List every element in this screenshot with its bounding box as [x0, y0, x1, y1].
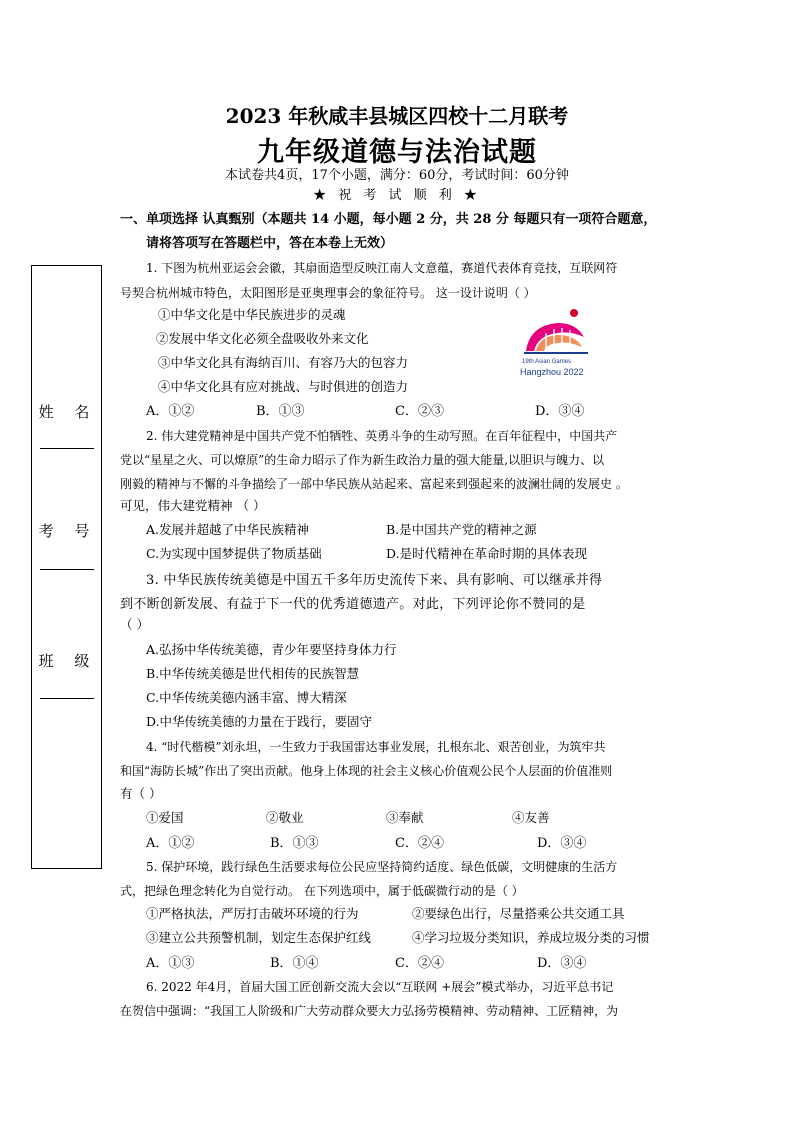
q2-line3: 刚毅的精神与不懈的斗争描绘了一部中华民族从站起来、富起来到强起来的波澜壮阔的发展史 。 [120, 477, 628, 491]
q4-answer-b[interactable]: B．①③ [270, 836, 319, 851]
q4-option-3: ③奉献 [386, 810, 424, 825]
name-label: 姓 名 [38, 403, 98, 421]
q1-option-1: ①中华文化是中华民族进步的灵魂 [158, 307, 346, 322]
q1-answer-c[interactable]: C．②③ [395, 404, 444, 419]
q4-answer-d[interactable]: D．③④ [537, 836, 587, 851]
logo-text-line1: 19th Asian Games [522, 359, 572, 365]
q5-option-4: ④学习垃圾分类知识，养成垃圾分类的习惯 [412, 930, 650, 945]
q2-line4: 可见，伟大建党精神 （ ） [120, 498, 266, 513]
q1-line2: 号契合杭州城市特色，太阳图形是亚奥理事会的象征符号。 这一设计说明（ ） [120, 286, 536, 300]
q5-answer-a[interactable]: A．①③ [146, 956, 195, 971]
q4-option-2: ②敬业 [266, 810, 304, 825]
q5-line1: 5. 保护环境，践行绿色生活要求每位公民应坚持简约适度、绿色低碳，文明健康的生活方 [146, 860, 618, 874]
q6-line2: 在贺信中强调：“我国工人阶级和广大劳动群众要大力弘扬劳模精神、劳动精神、工匠精神，为 [120, 1004, 619, 1018]
q5-answer-b[interactable]: B．①④ [270, 956, 319, 971]
q4-option-4: ④友善 [512, 810, 550, 825]
q3-answer-d[interactable]: D.中华传统美德的力量在于践行，要固守 [146, 714, 373, 729]
q3-answer-c[interactable]: C.中华传统美德内涵丰富、博大精深 [146, 690, 347, 705]
exam-subtitle: 九年级道德与法治试题 [257, 137, 537, 168]
q1-answer-d[interactable]: D．③④ [535, 404, 585, 419]
q4-line2: 和国“海防长城”作出了突出贡献。他身上体现的社会主义核心价值观公民个人层面的价值准则 [120, 764, 613, 778]
q4-answer-c[interactable]: C．②④ [395, 836, 444, 851]
exam-title: 2023 年秋咸丰县城区四校十二月联考 [225, 104, 569, 128]
exam-number-label: 考 号 [38, 522, 98, 540]
class-label: 班 级 [38, 652, 98, 670]
exam-wish: ★ 祝 考 试 顺 利 ★ [313, 188, 481, 203]
q5-answer-c[interactable]: C．②④ [395, 956, 444, 971]
section-heading-line2: 请将答项写在答题栏中，答在本卷上无效） [146, 236, 394, 251]
q3-line2: 到不断创新发展、有益于下一代的优秀道德遗产。对此，下列评论你不赞同的是 [120, 597, 586, 612]
q5-option-2: ②要绿色出行，尽量搭乘公共交通工具 [412, 906, 625, 921]
q6-line1: 6. 2022 年4月，首届大国工匠创新交流大会以“互联网 +展会”模式举办，习近平总书记 [146, 980, 614, 994]
q4-line1: 4. “时代楷模”刘永坦，一生致力于我国雷达事业发展，扎根东北、艰苦创业，为筑牢共 [146, 740, 606, 754]
q1-answer-b[interactable]: B．①③ [256, 404, 305, 419]
q2-answer-b[interactable]: B.是中国共产党的精神之源 [386, 522, 537, 537]
student-info-box [31, 265, 102, 869]
section-heading-line1: 一、单项选择 认真甄别（本题共 14 小题，每小题 2 分，共 28 分 每题只有一项符合题意， [120, 212, 657, 227]
logo-text-line2: Hangzhou 2022 [520, 367, 584, 377]
asian-games-logo [516, 303, 616, 383]
q1-option-3: ③中华文化具有海纳百川、有容乃大的包容力 [158, 355, 409, 370]
q4-line3: 有（ ） [120, 786, 162, 801]
q3-answer-a[interactable]: A.弘扬中华传统美德，青少年要坚持身体力行 [146, 642, 397, 657]
q5-line2: 式，把绿色理念转化为自觉行动。 在下列选项中，属于低碳微行动的是（ ） [120, 884, 524, 898]
q3-line3: （ ） [120, 617, 149, 632]
q1-line1: 1. 下图为杭州亚运会会徽，其扇面造型反映江南人文意蕴，赛道代表体育竞技，互联网符 [146, 261, 618, 275]
q2-answer-c[interactable]: C.为实现中国梦提供了物质基础 [146, 546, 322, 561]
q4-option-1: ①爱国 [146, 810, 184, 825]
class-field-line[interactable] [40, 698, 94, 699]
q4-answer-a[interactable]: A．①② [146, 836, 195, 851]
exam-number-field-line[interactable] [40, 569, 94, 570]
q5-answer-d[interactable]: D．③④ [537, 956, 587, 971]
q1-option-2: ②发展中华文化必须全盘吸收外来文化 [156, 331, 369, 346]
name-field-line[interactable] [40, 448, 94, 449]
q3-answer-b[interactable]: B.中华传统美德是世代相传的民族智慧 [146, 666, 360, 681]
q5-option-3: ③建立公共预警机制，划定生态保护红线 [146, 930, 372, 945]
q2-answer-a[interactable]: A.发展并超越了中华民族精神 [146, 522, 310, 537]
exam-info: 本试卷共4页，17个小题，满分：60分，考试时间：60分钟 [225, 168, 569, 183]
q2-line2: 党以“星星之火、可以燎原”的生命力昭示了作为新生政治力量的强大能量,以胆识与魄力、以 [120, 453, 605, 467]
q2-line1: 2. 伟大建党精神是中国共产党不怕牺牲、英勇斗争的生动写照。在百年征程中，中国共产 [146, 429, 618, 443]
q5-option-1: ①严格执法，严厉打击破坏环境的行为 [146, 906, 359, 921]
q2-answer-d[interactable]: D.是时代精神在革命时期的具体表现 [386, 546, 588, 561]
q1-option-4: ④中华文化具有应对挑战、与时俱进的创造力 [158, 379, 409, 394]
q1-answer-a[interactable]: A．①② [146, 404, 195, 419]
q3-line1: 3. 中华民族传统美德是中国五千多年历史流传下来、具有影响、可以继承并得 [146, 573, 603, 588]
